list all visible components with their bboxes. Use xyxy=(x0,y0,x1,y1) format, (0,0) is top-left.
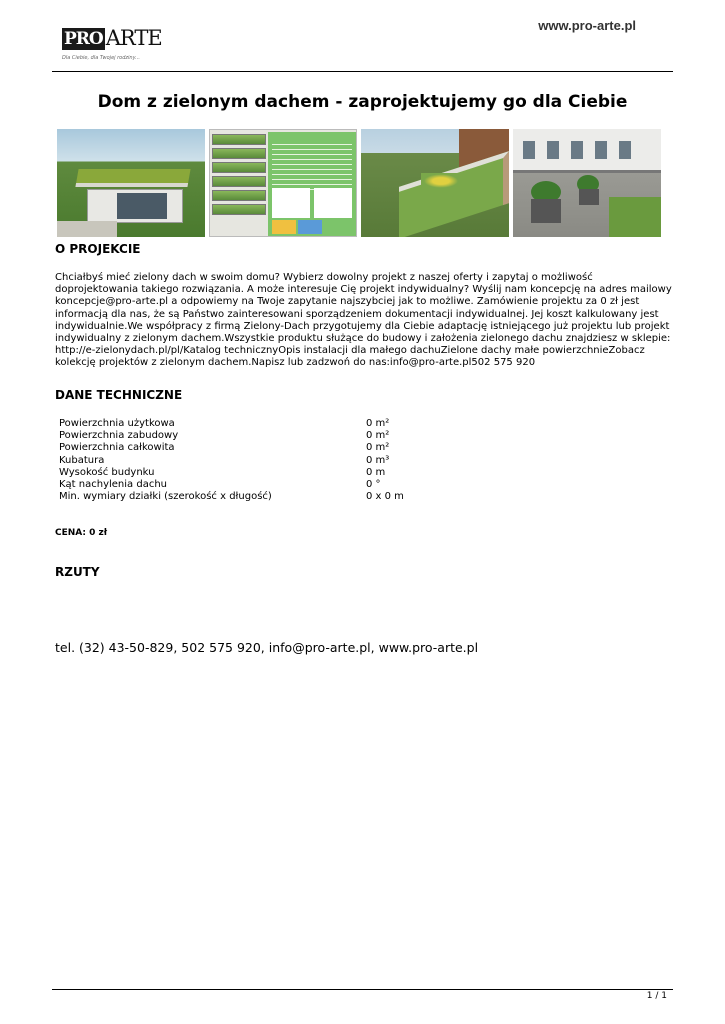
brochure-thumb xyxy=(212,148,266,159)
table-row xyxy=(59,430,404,442)
logo-tagline: Dla Ciebie, dla Twojej rodziny... xyxy=(62,55,140,61)
tech-label: Powierzchnia całkowita xyxy=(59,442,175,454)
table-row xyxy=(59,418,404,430)
photo-roof-slab xyxy=(399,151,509,237)
contact-info: tel. (32) 43-50-829, 502 575 920, info@pro-arte.pl, www.pro-arte.pl xyxy=(55,640,479,655)
table-row xyxy=(59,455,404,467)
photo-green-roof-brochure[interactable] xyxy=(209,129,357,237)
page-title: Dom z zielonym dachem - zaprojektujemy go dla Ciebie xyxy=(97,92,628,112)
photo-planter xyxy=(531,199,561,223)
site-url[interactable]: www.pro-arte.pl xyxy=(538,18,636,33)
tech-table xyxy=(59,418,404,503)
photo-rooftop-terrace[interactable] xyxy=(513,129,661,237)
logo-mark xyxy=(62,24,162,50)
photo-window xyxy=(571,141,583,159)
brochure-thumbnails xyxy=(212,134,266,218)
brochure-diagram xyxy=(272,188,310,218)
photo-window xyxy=(619,141,631,159)
photo-window xyxy=(547,141,559,159)
tech-label: Wysokość budynku xyxy=(59,466,155,478)
brochure-thumb xyxy=(212,204,266,215)
tech-value: 0 m² xyxy=(366,430,390,442)
page-number: 1 / 1 xyxy=(646,991,667,1001)
logo-arte-text: ARTE xyxy=(105,26,162,50)
brochure-text-lines xyxy=(272,140,352,190)
tech-label: Min. wymiary działki (szerokość x długość) xyxy=(59,491,272,503)
photo-window-shape xyxy=(117,193,167,219)
photo-window xyxy=(595,141,607,159)
tech-value: 0 m³ xyxy=(366,454,390,466)
tech-value: 0 m xyxy=(366,466,386,478)
table-row xyxy=(59,467,404,479)
about-heading: O PROJEKCIE xyxy=(55,242,141,256)
price: CENA: 0 zł xyxy=(55,528,108,538)
tech-value: 0 x 0 m xyxy=(366,491,404,503)
photo-flowers xyxy=(421,173,461,189)
brochure-diagram xyxy=(314,188,352,218)
brochure-thumb xyxy=(212,162,266,173)
brochure-sun-tile xyxy=(272,220,296,234)
tech-value: 0 m² xyxy=(366,442,390,454)
floor-plans-heading: RZUTY xyxy=(55,565,100,579)
table-row xyxy=(59,491,404,503)
photo-roof-shape xyxy=(75,169,190,187)
footer-divider xyxy=(52,989,673,990)
tech-value: 0 ° xyxy=(366,479,381,491)
photo-window xyxy=(523,141,535,159)
photo-building-shape xyxy=(513,129,661,173)
photo-green-roof-closeup[interactable] xyxy=(361,129,509,237)
photo-green-roof-house[interactable] xyxy=(57,129,205,237)
header-divider xyxy=(52,71,673,72)
photo-planter xyxy=(579,189,599,205)
tech-label: Powierzchnia użytkowa xyxy=(59,418,175,429)
photo-path-shape xyxy=(57,221,117,237)
table-row xyxy=(59,442,404,454)
tech-value: 0 m² xyxy=(366,418,390,429)
tech-label: Kąt nachylenia dachu xyxy=(59,479,168,491)
about-text: Chciałbyś mieć zielony dach w swoim domu? Wybierz dowolny projekt z naszej oferty i zapytaj o możliwość doprojektowania takiego rozwiązania. A może interesuje Cię projekt indywidualny? Wyślij nam koncepcję na adres mailowy koncepcje@pro-arte.pl a odpowiemy na Twoje zapytanie najszybciej jak to możliwe. Zamówienie projektu za 0 zł jest informacją dla nas, że są Państwo zainteresowani sporządzeniem dokumentacji indywidualnej. Jej koszt kalkulowany jest indywidualnie.We współpracy z firmą Zielony-Dach przygotujemy dla Ciebie adaptację istniejącego już projektu lub projekt indywidualny z zielonym dachem.Wszystkie produktu służące do budowy i założenia zielonego dachu znajdziesz w sklepie: http://e-zielonydach.pl/pl/Katalog technicznyOpis instalacji dla małego dachuZielone dachy małe powierzchnieZobacz kolekcję projektów z zielonym dachem.Napisz lub zadzwoń do nas:info@pro-arte.pl502 575 920 xyxy=(55,272,672,369)
tech-heading: DANE TECHNICZNE xyxy=(55,388,183,402)
tech-label: Kubatura xyxy=(59,454,105,466)
brochure-thumb xyxy=(212,190,266,201)
photo-gallery xyxy=(57,129,661,237)
brochure-thumb xyxy=(212,176,266,187)
photo-lawn xyxy=(609,197,661,237)
brochure-sky-tile xyxy=(298,220,322,234)
logo-pro-text: PRO xyxy=(64,29,103,49)
tech-label: Powierzchnia zabudowy xyxy=(59,430,179,442)
brochure-thumb xyxy=(212,134,266,145)
table-row xyxy=(59,479,404,491)
pro-arte-logo xyxy=(62,24,162,68)
